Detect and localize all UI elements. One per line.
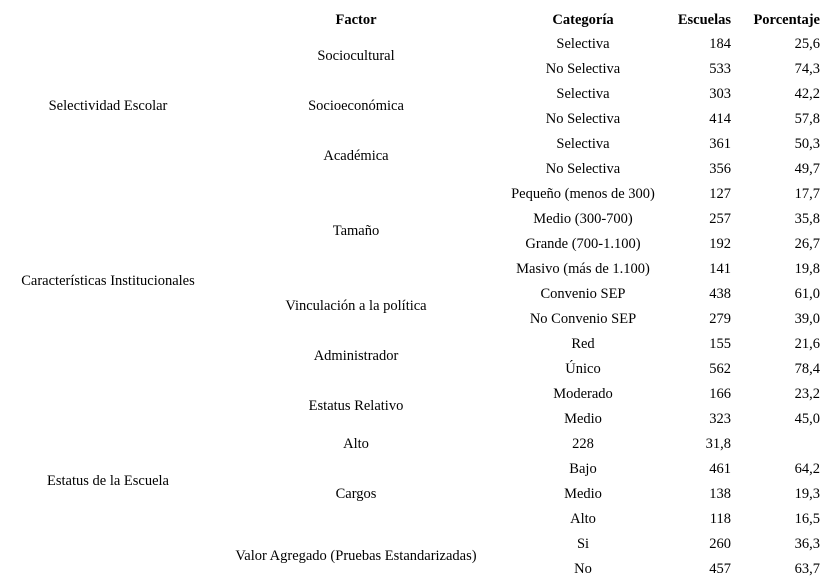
cell-porcentaje: 63,7 [794,561,820,577]
cell-escuelas: 192 [709,236,731,252]
cell-escuelas: 184 [709,36,731,52]
factor-label: Cargos [335,486,377,502]
cell-categoria: Bajo [569,461,597,477]
cell-escuelas: 118 [709,511,731,527]
cell-porcentaje: 21,6 [794,336,820,352]
group-label: Estatus de la Escuela [47,473,169,489]
cell-categoria: No Selectiva [545,161,621,177]
cell-porcentaje: 25,6 [794,36,820,52]
cell-porcentaje: 39,0 [794,311,820,327]
column-header-factor: Factor [335,12,377,28]
cell-categoria: 228 [572,436,594,452]
cell-porcentaje: 61,0 [794,286,820,302]
column-header-pct: Porcentaje [753,12,820,28]
cell-escuelas: 138 [709,486,731,502]
cell-categoria: No [574,561,592,577]
cell-escuelas: 562 [709,361,731,377]
cell-categoria: Grande (700-1.100) [525,236,641,252]
factor-label: Socioeconómica [308,98,404,114]
cell-escuelas: 141 [709,261,731,277]
cell-porcentaje: 49,7 [794,161,820,177]
cell-porcentaje: 42,2 [794,86,820,102]
cell-escuelas: 361 [709,136,731,152]
cell-porcentaje: 17,7 [794,186,820,202]
cell-porcentaje: 50,3 [794,136,820,152]
cell-escuelas: 127 [709,186,731,202]
cell-categoria: Selectiva [556,86,610,102]
cell-escuelas: 260 [709,536,731,552]
factor-label: Valor Agregado (Pruebas Estandarizadas) [235,548,477,564]
factor-label: Académica [323,148,389,164]
cell-escuelas: 457 [709,561,731,577]
cell-categoria: Medio [564,411,602,427]
cell-categoria: Red [571,336,595,352]
cell-escuelas: 356 [709,161,731,177]
cell-porcentaje: 36,3 [794,536,820,552]
cell-categoria: Convenio SEP [540,286,626,302]
cell-categoria: Moderado [553,386,613,402]
factor-label: Vinculación a la política [285,298,427,314]
cell-categoria: Único [565,361,601,377]
cell-categoria: Masivo (más de 1.100) [516,261,650,277]
cell-categoria: No Convenio SEP [529,311,637,327]
cell-escuelas: 533 [709,61,731,77]
cell-categoria: Selectiva [556,136,610,152]
cell-escuelas: 303 [709,86,731,102]
group-label: Selectividad Escolar [48,98,168,114]
column-header-num: Escuelas [677,12,731,28]
cell-porcentaje: 26,7 [794,236,820,252]
cell-categoria: Alto [570,511,596,527]
cell-porcentaje: 57,8 [794,111,820,127]
factor-label: Sociocultural [317,48,395,64]
cell-porcentaje: 23,2 [794,386,820,402]
cell-porcentaje: 78,4 [794,361,820,377]
cell-escuelas: 31,8 [705,436,731,452]
cell-escuelas: 438 [709,286,731,302]
cell-porcentaje: 45,0 [794,411,820,427]
cell-categoria: No Selectiva [545,61,621,77]
cell-categoria: Selectiva [556,36,610,52]
cell-categoria: Medio (300-700) [533,211,633,227]
cell-porcentaje: 16,5 [794,511,820,527]
factor-label: Tamaño [332,223,380,239]
cell-escuelas: 323 [709,411,731,427]
factor-label: Alto [343,436,369,452]
column-header-cat: Categoría [552,12,614,28]
group-label: Características Institucionales [21,273,195,289]
cell-escuelas: 461 [709,461,731,477]
factor-label: Estatus Relativo [308,398,404,414]
cell-porcentaje: 64,2 [794,461,820,477]
cell-escuelas: 257 [709,211,731,227]
cell-escuelas: 279 [709,311,731,327]
cell-porcentaje: 35,8 [794,211,820,227]
cell-categoria: Medio [564,486,602,502]
cell-categoria: Pequeño (menos de 300) [511,186,655,202]
cell-porcentaje: 74,3 [794,61,820,77]
cell-categoria: Si [576,536,590,552]
cell-porcentaje: 19,3 [794,486,820,502]
cell-porcentaje: 19,8 [794,261,820,277]
cell-escuelas: 414 [709,111,731,127]
cell-escuelas: 155 [709,336,731,352]
cell-categoria: No Selectiva [545,111,621,127]
factor-label: Administrador [313,348,399,364]
cell-escuelas: 166 [709,386,731,402]
